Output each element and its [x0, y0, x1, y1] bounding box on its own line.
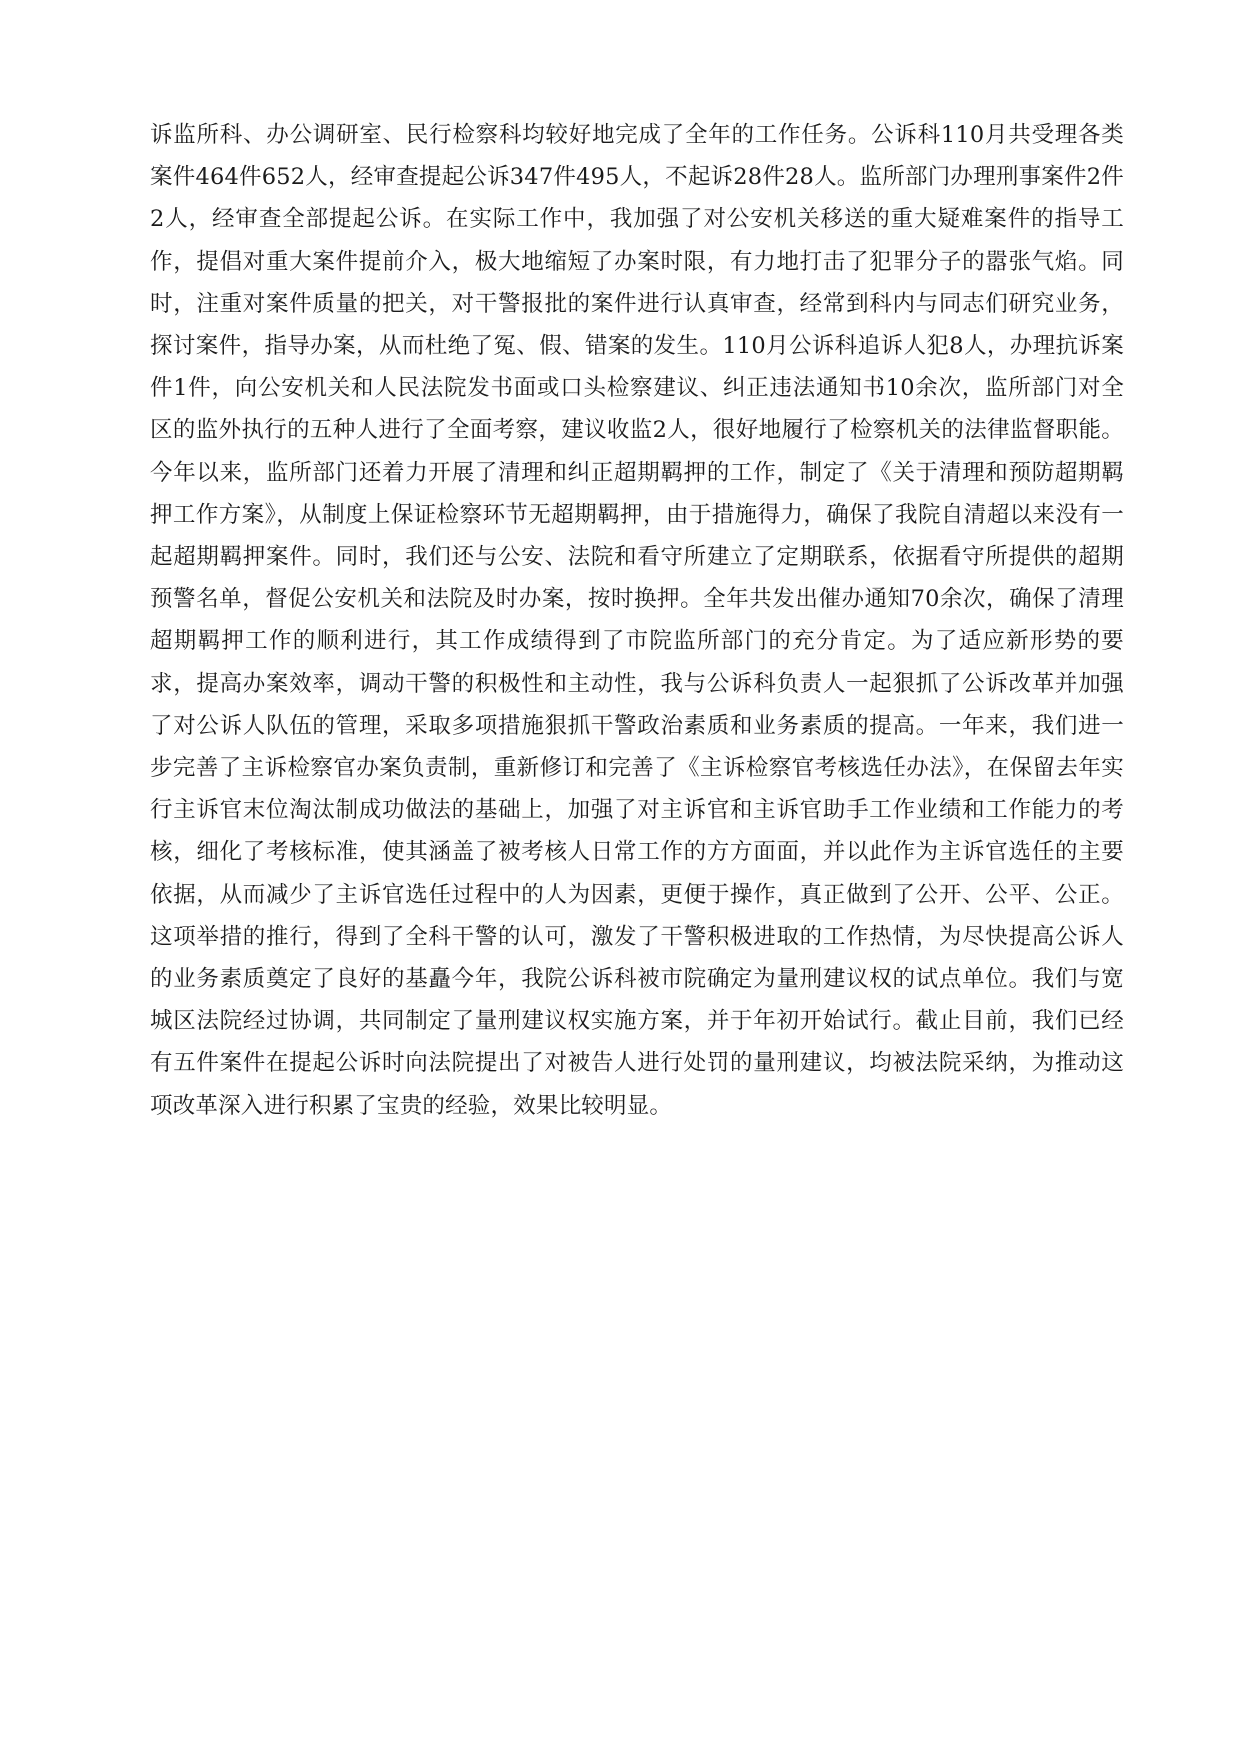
body-paragraph: 诉监所科、办公调研室、民行检察科均较好地完成了全年的工作任务。公诉科110月共受理各类案件464件652人，经审查提起公诉347件495人，不起诉28件28人。监所部门办理刑事案件2件2人，经审查全部提起公诉。在实际工作中，我加强了对公安机关移送的重大疑难案件的指导工作，提倡对重大案件提前介入，极大地缩短了办案时限，有力地打击了犯罪分子的嚣张气焰。同时，注重对案件质量的把关，对干警报批的案件进行认真审查，经常到科内与同志们研究业务，探讨案件，指导办案，从而杜绝了冤、假、错案的发生。110月公诉科追诉人犯8人，办理抗诉案件1件，向公安机关和人民法院发书面或口头检察建议、纠正违法通知书10余次，监所部门对全区的监外执行的五种人进行了全面考察，建议收监2人，很好地履行了检察机关的法律监督职能。今年以来，监所部门还着力开展了清理和纠正超期羁押的工作，制定了《关于清理和预防超期羁押工作方案》，从制度上保证检察环节无超期羁押，由于措施得力，确保了我院自清超以来没有一起超期羁押案件。同时，我们还与公安、法院和看守所建立了定期联系，依据看守所提供的超期预警名单，督促公安机关和法院及时办案，按时换押。全年共发出催办通知70余次，确保了清理超期羁押工作的顺利进行，其工作成绩得到了市院监所部门的充分肯定。为了适应新形势的要求，提高办案效率，调动干警的积极性和主动性，我与公诉科负责人一起狠抓了公诉改革并加强了对公诉人队伍的管理，采取多项措施狠抓干警政治素质和业务素质的提高。一年来，我们进一步完善了主诉检察官办案负责制，重新修订和完善了《主诉检察官考核选任办法》，在保留去年实行主诉官末位淘汰制成功做法的基础上，加强了对主诉官和主诉官助手工作业绩和工作能力的考核，细化了考核标准，使其涵盖了被考核人日常工作的方方面面，并以此作为主诉官选任的主要依据，从而减少了主诉官选任过程中的人为因素，更便于操作，真正做到了公开、公平、公正。这项举措的推行，得到了全科干警的认可，激发了干警积极进取的工作热情，为尽快提高公诉人的业务素质奠定了良好的基矗今年，我院公诉科被市院确定为量刑建议权的试点单位。我们与宽城区法院经过协调，共同制定了量刑建议权实施方案，并于年初开始试行。截止目前，我们已经有五件案件在提起公诉时向法院提出了对被告人进行处罚的量刑建议，均被法院采纳，为推动这项改革深入进行积累了宝贵的经验，效果比较明显。 [150, 122, 1124, 1119]
